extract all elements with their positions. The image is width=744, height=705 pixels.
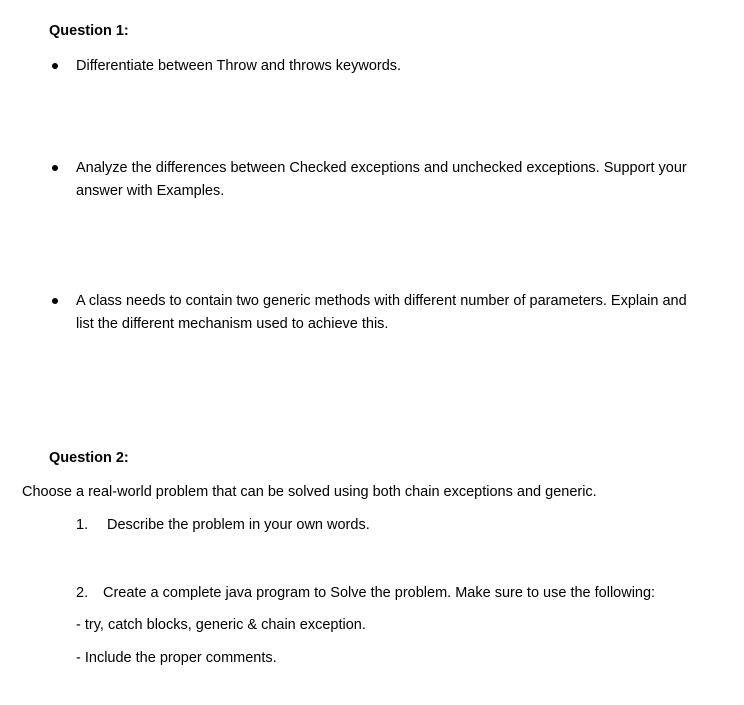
question-1-item-1: Differentiate between Throw and throws keywords. (76, 58, 402, 74)
requirement-1: - try, catch blocks, generic & chain exception. (76, 617, 366, 633)
question-1-heading: Question 1: (49, 23, 129, 39)
bullet-icon (52, 63, 58, 69)
question-1-item-2-line-2: answer with Examples. (76, 183, 225, 199)
question-1-item-3-line-1: A class needs to contain two generic methods with different number of parameters. Explain and (76, 293, 687, 309)
bullet-icon (52, 165, 58, 171)
question-1-item-3-line-2: list the different mechanism used to achieve this. (76, 316, 389, 332)
bullet-icon (52, 298, 58, 304)
question-2-item-1-text: Describe the problem in your own words. (107, 517, 370, 533)
question-2-item-2-number: 2. (76, 585, 89, 601)
question-2-item-1-number: 1. (76, 517, 89, 533)
question-2-intro: Choose a real-world problem that can be solved using both chain exceptions and generic. (22, 484, 597, 500)
question-1-item-2-line-1: Analyze the differences between Checked exceptions and unchecked exceptions. Support your (76, 160, 687, 176)
question-2-item-2-text: Create a complete java program to Solve the problem. Make sure to use the following: (103, 585, 656, 601)
question-2-heading: Question 2: (49, 450, 129, 466)
requirement-2: - Include the proper comments. (76, 650, 277, 666)
